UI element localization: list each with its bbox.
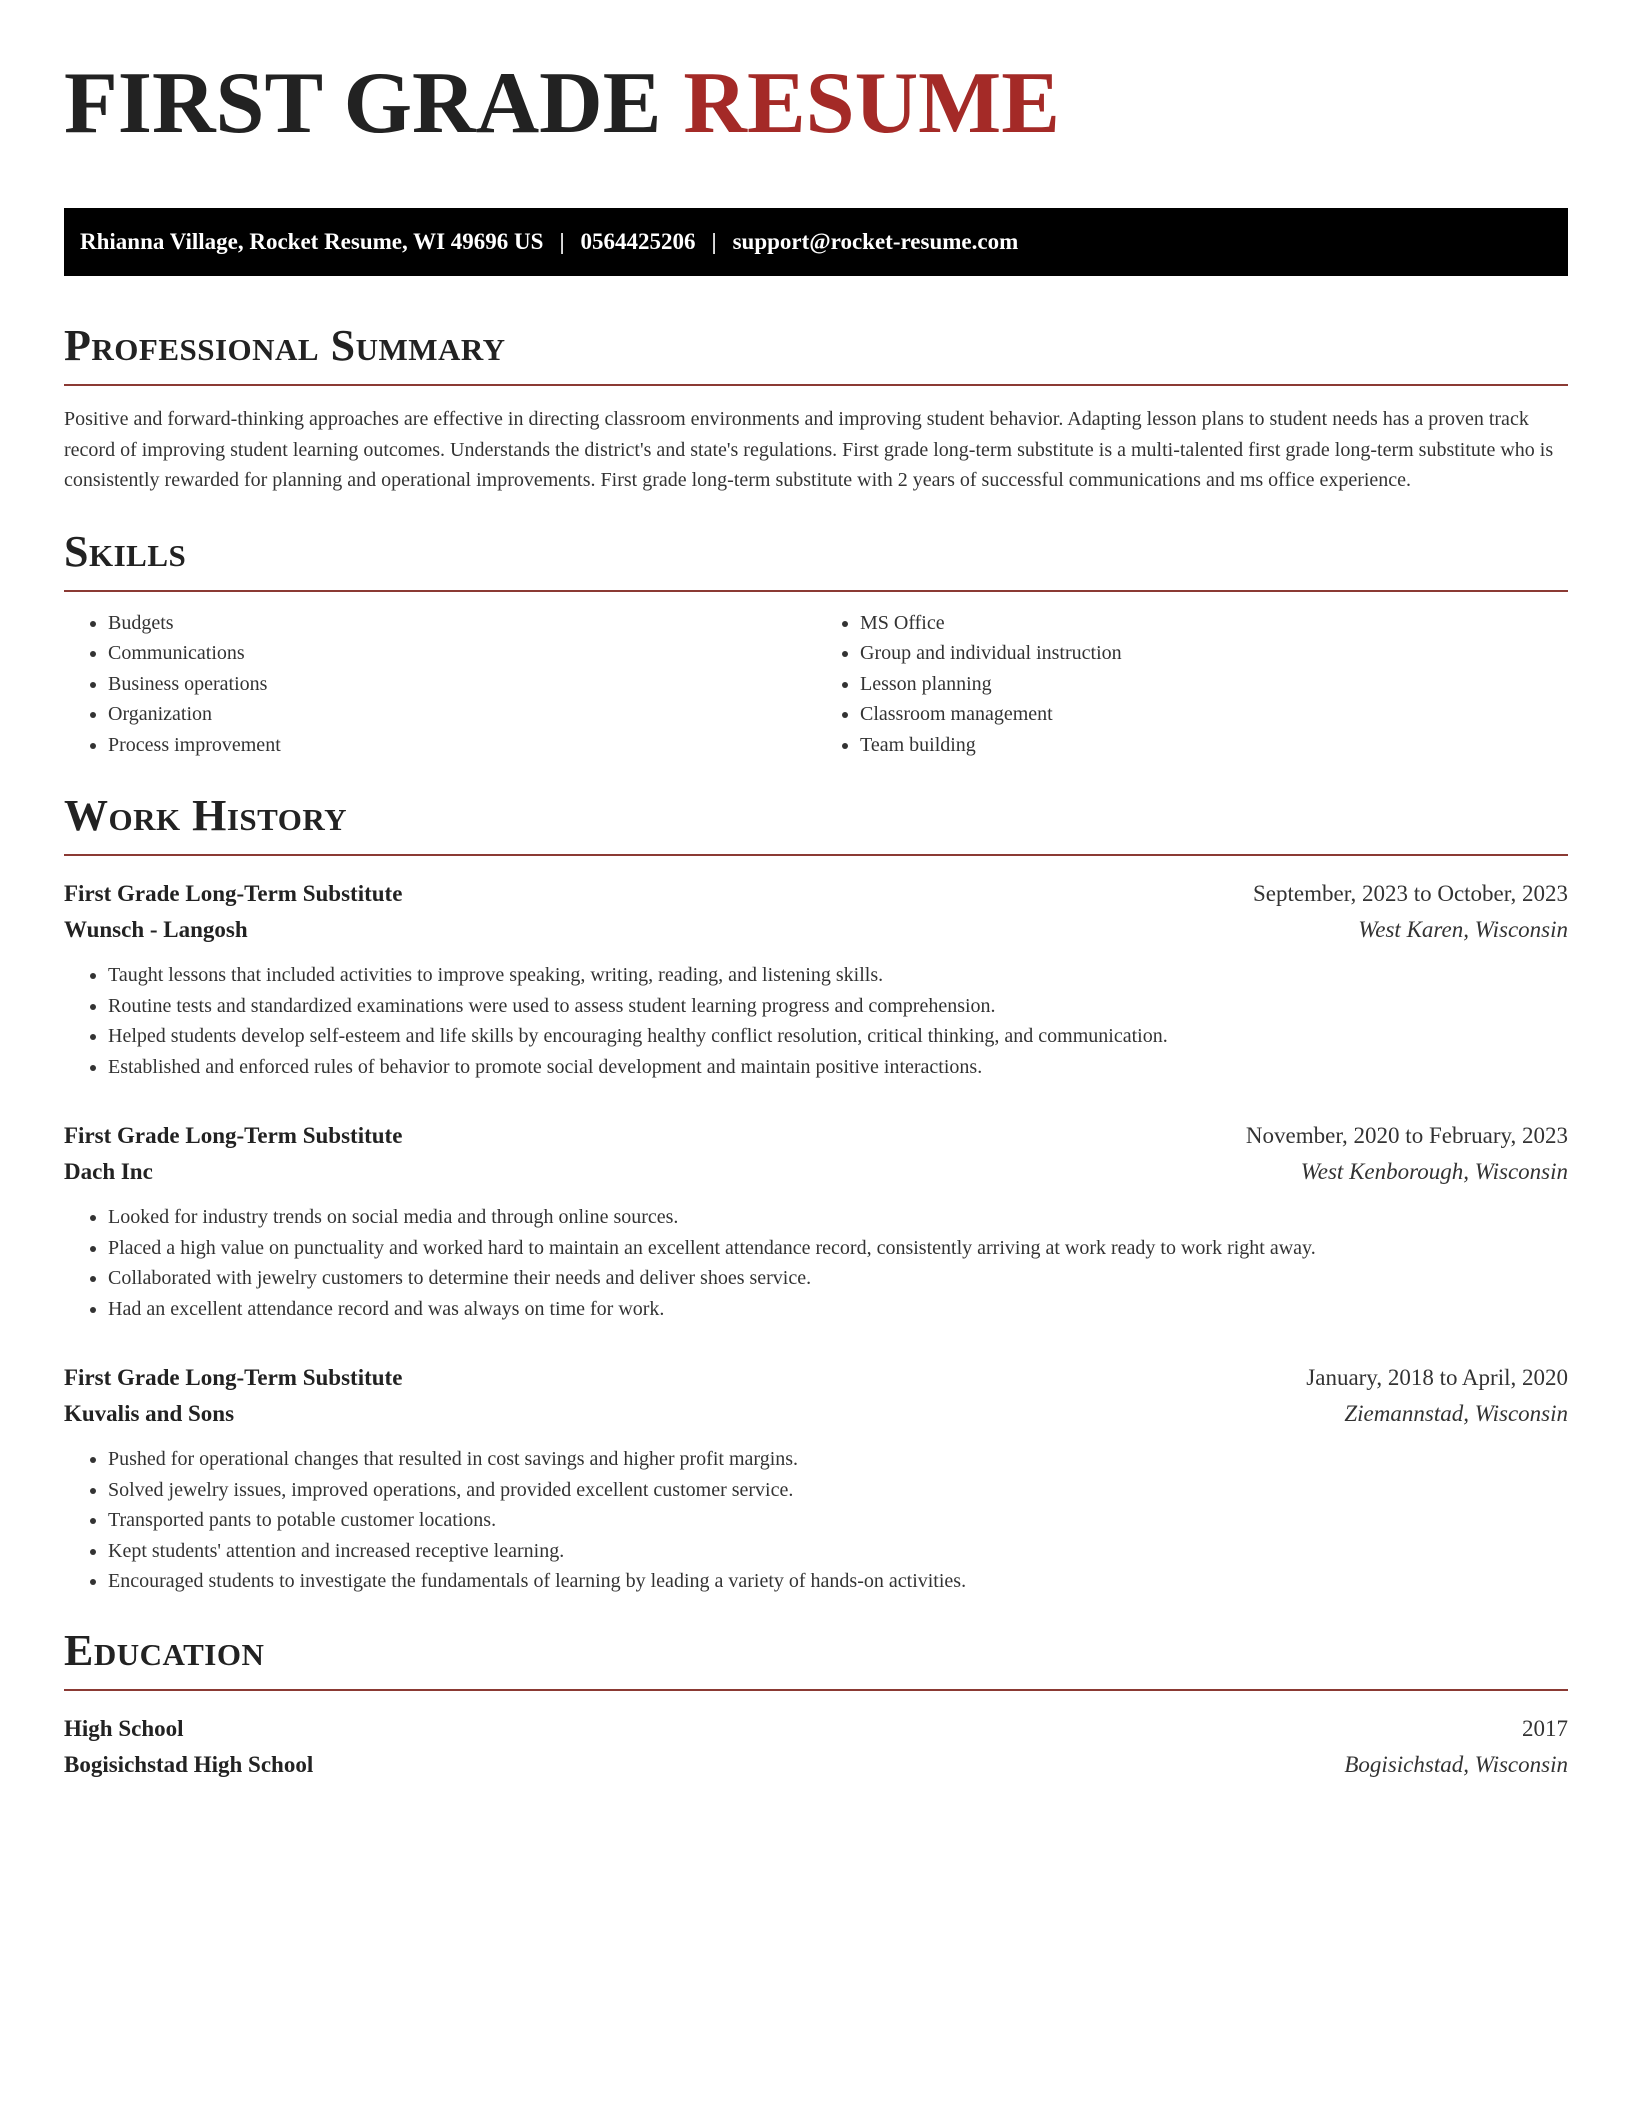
job-bullets — [64, 1202, 1568, 1324]
skill-item: • Communications — [108, 638, 816, 669]
skill-item: • Team building — [860, 730, 1568, 761]
summary-heading: Professional Summary — [64, 321, 506, 370]
job-location: West Karen, Wisconsin — [1358, 917, 1568, 942]
job-bullet: • Had an excellent attendance record and was always on time for work. — [108, 1294, 1568, 1325]
summary-text: Positive and forward-thinking approaches are effective in directing classroom environments and improving student behavior. Adapting lesson plans to student needs has a proven track record of improving student learning outcomes. Understands the district's and state's regulations. First grade long-term substitute is a multi-talented first grade long-term substitute who is consistently rewarded for planning and operational improvements. First grade long-term substitute with 2 years of successful communications and ms office experience. — [64, 408, 1554, 491]
education-location: Bogisichstad, Wisconsin — [1344, 1751, 1568, 1777]
job-dates: September, 2023 to October, 2023 — [1253, 881, 1568, 906]
contact-separator: | — [711, 229, 717, 254]
job-bullet: • Collaborated with jewelry customers to determine their needs and deliver shoes service. — [108, 1263, 1568, 1294]
section-divider — [64, 1689, 1568, 1691]
job-header-row — [64, 1118, 1568, 1154]
job-company-row — [64, 912, 1568, 948]
job-entry — [64, 876, 1568, 1082]
skill-item: • Group and individual instruction — [860, 638, 1568, 669]
job-title: First Grade Long-Term Substitute — [64, 1123, 403, 1148]
education-heading: Education — [64, 1625, 265, 1675]
job-bullet: • Solved jewelry issues, improved operations, and provided excellent customer service. — [108, 1475, 1568, 1506]
job-bullets — [64, 960, 1568, 1082]
skill-item: • Budgets — [108, 608, 816, 639]
job-company-row — [64, 1396, 1568, 1432]
job-bullet: • Pushed for operational changes that resulted in cost savings and higher profit margins. — [108, 1444, 1568, 1475]
education-section — [64, 1625, 1568, 1783]
skill-item: • MS Office — [860, 608, 1568, 639]
job-bullet: • Taught lessons that included activities to improve speaking, writing, reading, and listening skills. — [108, 960, 1568, 991]
contact-separator: | — [559, 229, 565, 254]
job-location: West Kenborough, Wisconsin — [1300, 1159, 1568, 1184]
job-bullet: • Helped students develop self-esteem and life skills by encouraging healthy conflict resolution, critical thinking, and communication. — [108, 1021, 1568, 1052]
resume-title — [64, 56, 1568, 152]
job-bullet: • Encouraged students to investigate the fundamentals of learning by leading a variety of hands-on activities. — [108, 1566, 1568, 1597]
job-bullet: • Kept students' attention and increased receptive learning. — [108, 1536, 1568, 1567]
education-entry — [64, 1711, 1568, 1783]
skill-item: • Lesson planning — [860, 669, 1568, 700]
contact-bar — [64, 208, 1568, 276]
resume-title-accent: RESUME — [683, 55, 1060, 152]
job-title: First Grade Long-Term Substitute — [64, 881, 403, 906]
contact-email: support@rocket-resume.com — [732, 229, 1019, 254]
section-divider — [64, 590, 1568, 592]
job-bullet: • Looked for industry trends on social media and through online sources. — [108, 1202, 1568, 1233]
job-company: Dach Inc — [64, 1159, 153, 1184]
job-company: Wunsch - Langosh — [64, 917, 248, 942]
job-entry — [64, 1118, 1568, 1324]
skill-item: • Process improvement — [108, 730, 816, 761]
skill-item: • Classroom management — [860, 699, 1568, 730]
section-divider — [64, 854, 1568, 856]
job-bullets — [64, 1444, 1568, 1597]
job-dates: November, 2020 to February, 2023 — [1245, 1123, 1568, 1148]
resume-title-main: FIRST GRADE — [64, 55, 662, 152]
job-title: First Grade Long-Term Substitute — [64, 1365, 403, 1390]
work-history-heading: Work History — [64, 791, 348, 840]
job-location: Ziemannstad, Wisconsin — [1344, 1401, 1568, 1426]
job-bullet: • Transported pants to potable customer locations. — [108, 1505, 1568, 1536]
job-bullet: • Established and enforced rules of behavior to promote social development and maintain positive interactions. — [108, 1052, 1568, 1083]
section-divider — [64, 384, 1568, 386]
contact-phone: 0564425206 — [580, 229, 696, 254]
skill-item: • Organization — [108, 699, 816, 730]
skills-section — [64, 526, 1568, 761]
education-degree-row — [64, 1711, 1568, 1747]
job-entry — [64, 1360, 1568, 1597]
job-bullet: • Placed a high value on punctuality and worked hard to maintain an excellent attendance record, consistently arriving at work ready to work right away. — [108, 1233, 1568, 1264]
education-year: 2017 — [1522, 1715, 1568, 1741]
job-bullet: • Routine tests and standardized examinations were used to assess student learning progress and comprehension. — [108, 991, 1568, 1022]
skills-list-left — [64, 608, 816, 761]
education-degree: High School — [64, 1715, 184, 1741]
education-school-row — [64, 1747, 1568, 1783]
job-company-row — [64, 1154, 1568, 1190]
job-company: Kuvalis and Sons — [64, 1401, 235, 1426]
work-history-section — [64, 790, 1568, 1597]
skill-item: • Business operations — [108, 669, 816, 700]
education-school: Bogisichstad High School — [64, 1751, 314, 1777]
job-dates: January, 2018 to April, 2020 — [1306, 1365, 1568, 1390]
skills-heading: Skills — [64, 526, 187, 576]
job-header-row — [64, 1360, 1568, 1396]
summary-section — [64, 320, 1568, 496]
job-header-row — [64, 876, 1568, 912]
skills-grid — [64, 608, 1568, 761]
skills-list-right — [816, 608, 1568, 761]
contact-address: Rhianna Village, Rocket Resume, WI 49696 US — [80, 229, 544, 254]
